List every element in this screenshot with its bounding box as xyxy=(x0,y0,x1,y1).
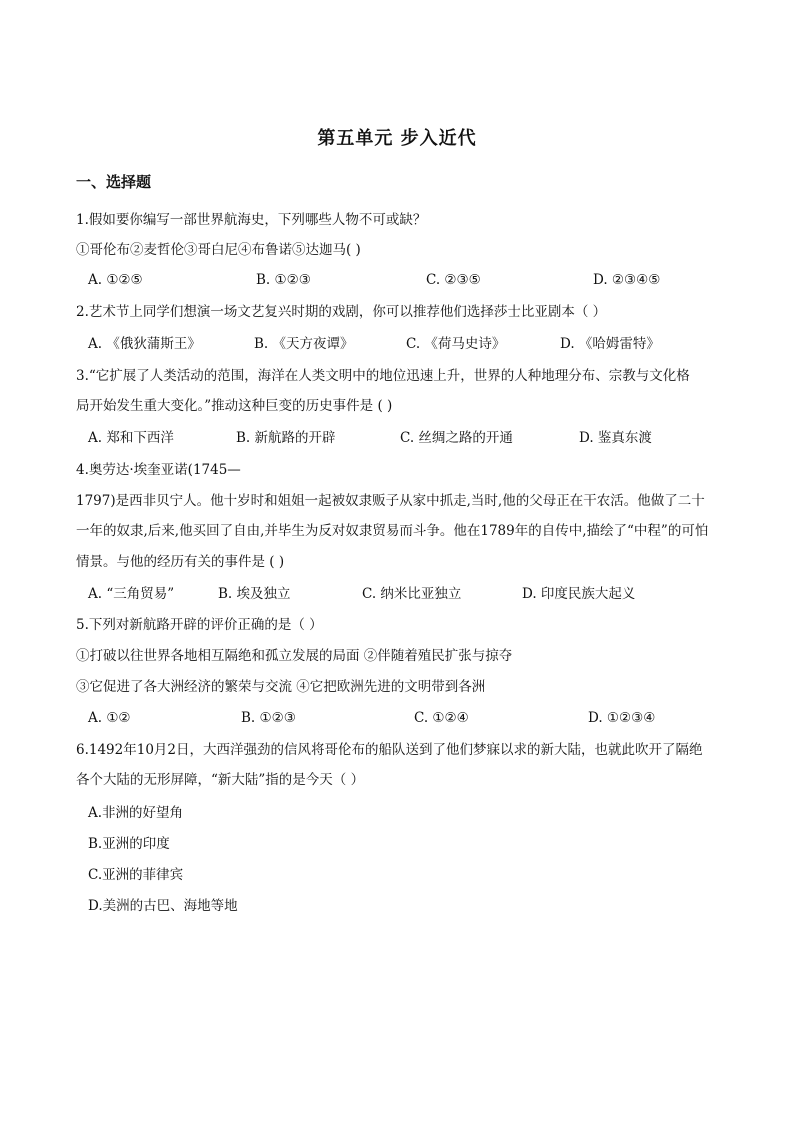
q3-option-c[interactable]: C. 丝绸之路的开通 xyxy=(400,430,513,446)
q2-options xyxy=(88,334,728,354)
q2-option-d[interactable]: D. 《哈姆雷特》 xyxy=(560,336,660,352)
q5-statement-line-2: ③它促进了各大洲经济的繁荣与交流 ④它把欧洲先进的文明带到各洲 xyxy=(76,679,486,695)
q6-option-c[interactable]: C.亚洲的菲律宾 xyxy=(88,867,184,883)
q1-option-c[interactable]: C. ②③⑤ xyxy=(426,272,481,288)
q3-stem-line-2: 局开始发生重大变化。”推动这种巨变的历史事件是 ( ) xyxy=(76,398,393,414)
q1-sub: ①哥伦布②麦哲伦③哥白尼④布鲁诺⑤达迦马( ) xyxy=(76,242,361,258)
q1-option-d[interactable]: D. ②③④⑤ xyxy=(593,272,661,288)
q5-option-d[interactable]: D. ①②③④ xyxy=(588,710,656,726)
q5-option-b[interactable]: B. ①②③ xyxy=(241,710,296,726)
q1-stem: 1.假如要你编写一部世界航海史，下列哪些人物不可或缺？ xyxy=(76,212,427,228)
q5-stem: 5.下列对新航路开辟的评价正确的是（ ） xyxy=(76,617,323,633)
q5-option-a[interactable]: A. ①② xyxy=(88,710,131,726)
q3-option-b[interactable]: B. 新航路的开辟 xyxy=(236,430,336,446)
q3-option-d[interactable]: D. 鉴真东渡 xyxy=(579,430,652,446)
q1-option-a[interactable]: A. ①②⑤ xyxy=(88,272,143,288)
q4-option-b[interactable]: B. 埃及独立 xyxy=(218,586,291,602)
q4-stem-line-2: 1797)是西非贝宁人。他十岁时和姐姐一起被奴隶贩子从家中抓走,当时,他的父母正在干农活。他做了二十 xyxy=(76,493,705,509)
q4-option-d[interactable]: D. 印度民族大起义 xyxy=(522,586,636,602)
q4-stem-line-1: 4.奥劳达·埃奎亚诺(1745— xyxy=(76,462,241,478)
section-heading: 一、选择题 xyxy=(76,173,152,191)
q3-stem-line-1: 3.“它扩展了人类活动的范围，海洋在人类文明中的地位迅速上升，世界的人种地理分布、宗教与文化格 xyxy=(76,368,690,384)
q4-option-a[interactable]: A. “三角贸易” xyxy=(88,586,175,602)
q5-option-c[interactable]: C. ①②④ xyxy=(414,710,469,726)
q1-options xyxy=(88,270,728,290)
q2-option-c[interactable]: C. 《荷马史诗》 xyxy=(406,336,506,352)
q4-options xyxy=(88,584,728,604)
q6-option-d[interactable]: D.美洲的古巴、海地等地 xyxy=(88,898,238,914)
page-title: 第五单元 步入近代 xyxy=(317,128,477,149)
q4-stem-line-3: 一年的奴隶,后来,他买回了自由,并毕生为反对奴隶贸易而斗争。他在1789年的自传中,描绘了“中程”的可怕 xyxy=(76,523,709,539)
q2-stem: 2.艺术节上同学们想演一场文艺复兴时期的戏剧，你可以推荐他们选择莎士比亚剧本（ ） xyxy=(76,304,607,320)
q5-statement-line-1: ①打破以往世界各地相互隔绝和孤立发展的局面 ②伴随着殖民扩张与掠夺 xyxy=(76,648,513,664)
q6-stem-line-1: 6.1492年10月2日，大西洋强劲的信风将哥伦布的船队送到了他们梦寐以求的新大陆，也就此吹开了隔绝 xyxy=(76,742,703,758)
q3-options xyxy=(88,428,728,448)
q6-option-a[interactable]: A.非洲的好望角 xyxy=(88,805,184,821)
q1-option-b[interactable]: B. ①②③ xyxy=(256,272,311,288)
q2-option-b[interactable]: B. 《天方夜谭》 xyxy=(254,336,354,352)
q3-option-a[interactable]: A. 郑和下西洋 xyxy=(88,430,174,446)
q4-option-c[interactable]: C. 纳米比亚独立 xyxy=(362,586,462,602)
q4-stem-line-4: 情景。与他的经历有关的事件是 ( ) xyxy=(76,554,285,570)
q5-options xyxy=(88,708,728,728)
q2-option-a[interactable]: A. 《俄狄蒲斯王》 xyxy=(88,336,201,352)
q6-stem-line-2: 各个大陆的无形屏障，“新大陆”指的是今天（ ） xyxy=(76,772,365,788)
q6-option-b[interactable]: B.亚洲的印度 xyxy=(88,836,170,852)
